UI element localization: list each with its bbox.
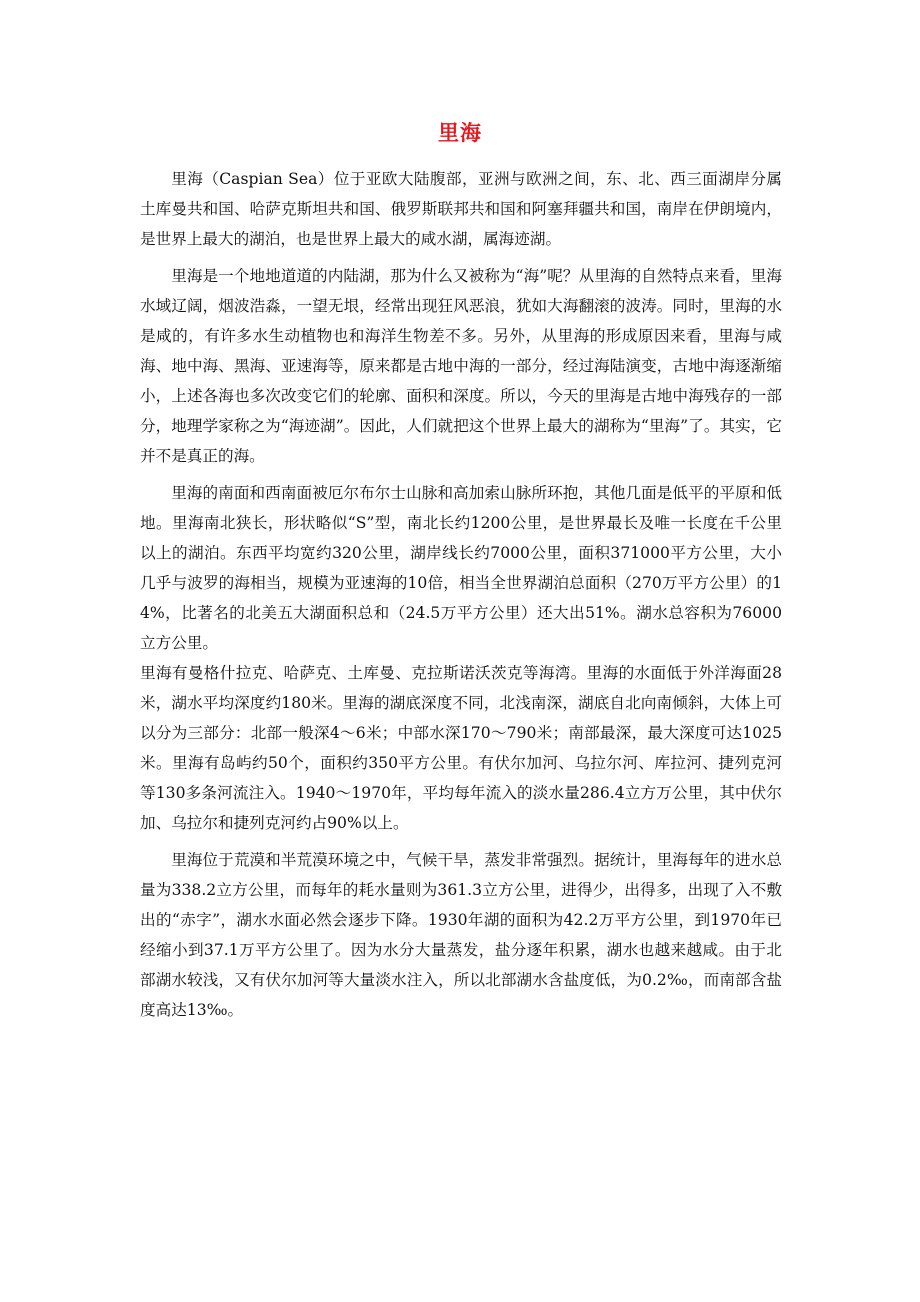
paragraph-location: 里海（Caspian Sea）位于亚欧大陆腹部，亚洲与欧洲之间，东、北、西三面湖岸分属土库曼共和国、哈萨克斯坦共和国、俄罗斯联邦共和国和阿塞拜疆共和国，南岸在伊朗境内，是世界上最大的湖泊，也是世界上最大的咸水湖，属海迹湖。 (140, 170, 782, 248)
paragraph-climate-and-salinity: 里海位于荒漠和半荒漠环境之中，气候干旱，蒸发非常强烈。据统计，里海每年的进水总量为338.2立方公里，而每年的耗水量则为361.3立方公里，进得少，出得多，出现了入不敷出的“赤字”，湖水水面必然会逐步下降。1930年湖的面积为42.2万平方公里，到1970年已经缩小到37.1万平方公里了。因为水分大量蒸发，盐分逐年积累，湖水也越来越咸。由于北部湖水较浅，又有伏尔加河等大量淡水注入，所以北部湖水含盐度低，为0.2‰，而南部含盐度高达13‰。 (140, 851, 782, 1019)
paragraph-bays-and-depth: 里海有曼格什拉克、哈萨克、土库曼、克拉斯诺沃茨克等海湾。里海的水面低于外洋海面28米，湖水平均深度约180米。里海的湖底深度不同，北浅南深，湖底自北向南倾斜，大体上可以分为三部分：北部一般深4～6米；中部水深170～790米；南部最深，最大深度可达1025米。里海有岛屿约50个，面积约350平方公里。有伏尔加河、乌拉尔河、库拉河、捷列克河等130多条河流注入。1940～1970年，平均每年流入的淡水量286.4立方万公里，其中伏尔加、乌拉尔和捷列克河约占90%以上。 (140, 664, 782, 832)
paragraph-why-called-sea: 里海是一个地地道道的内陆湖，那为什么又被称为“海”呢？从里海的自然特点来看，里海水域辽阔，烟波浩淼，一望无垠，经常出现狂风恶浪，犹如大海翻滚的波涛。同时，里海的水是咸的，有许多水生动植物也和海洋生物差不多。另外，从里海的形成原因来看，里海与咸海、地中海、黑海、亚速海等，原来都是古地中海的一部分，经过海陆演变，古地中海逐渐缩小，上述各海也多次改变它们的轮廓、面积和深度。所以，今天的里海是古地中海残存的一部分，地理学家称之为“海迹湖”。因此，人们就把这个世界上最大的湖称为“里海”了。其实，它并不是真正的海。 (140, 267, 782, 465)
document-title: 里海 (438, 121, 482, 145)
paragraph-shape-and-size: 里海的南面和西南面被厄尔布尔士山脉和高加索山脉所环抱，其他几面是低平的平原和低地。里海南北狭长，形状略似“S”型，南北长约1200公里，是世界最长及唯一长度在千公里以上的湖泊。东西平均宽约320公里，湖岸线长约7000公里，面积371000平方公里，大小几乎与波罗的海相当，规模为亚速海的10倍，相当全世界湖泊总面积（270万平方公里）的14%，比著名的北美五大湖面积总和（24.5万平方公里）还大出51%。湖水总容积为76000立方公里。 (140, 484, 782, 652)
document-body (140, 164, 782, 1025)
